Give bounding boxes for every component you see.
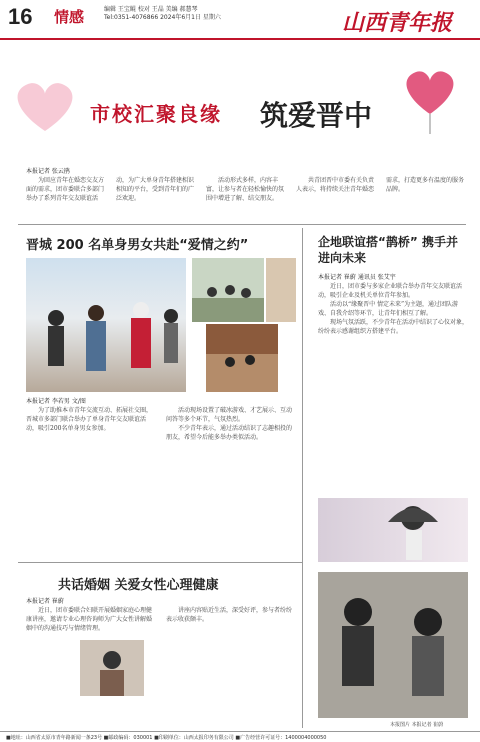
column-divider xyxy=(302,228,303,728)
divider xyxy=(18,562,302,563)
photo-group-activity xyxy=(192,258,264,322)
article3-title: 共话婚姻 关爱女性心理健康 xyxy=(58,578,219,593)
paragraph: 活动现场设置了破冰游戏、才艺展示、互动问答等多个环节，气氛热烈。 xyxy=(166,407,293,423)
editor-info xyxy=(104,6,221,22)
byline: 本报记者 李若男 文/图 xyxy=(26,398,86,405)
stage-photo-icon xyxy=(206,324,278,392)
photo-couple xyxy=(266,258,296,322)
article2-body xyxy=(318,282,468,492)
article3-body xyxy=(26,606,296,724)
paragraph: 为回应青年在婚恋交友方面的需求，团市委联合多部门举办了系列青年交友联谊活动，为广大单身青年搭建相识相知的平台，受到青年们的广泛欢迎。 xyxy=(26,177,195,202)
byline: 本报记者 崔蔚 xyxy=(26,598,64,605)
photo-speed-dating xyxy=(26,258,186,392)
paragraph: 共青团晋中市委有关负责人表示，将持续关注青年婚恋需求，打造更多有温度的服务品牌。 xyxy=(296,177,465,193)
article1-body xyxy=(26,406,296,518)
article2-title: 企地联谊搭“鹊桥” 携手并进向未来 xyxy=(318,235,458,265)
byline: 本报记者 张云鹃 xyxy=(26,168,70,175)
paragraph: 现场气氛活跃，不少青年在活动中结识了心仪对象，纷纷表示感谢组织方搭建平台。 xyxy=(318,319,468,335)
photo-performance xyxy=(206,324,278,392)
paragraph: 近日，团市委联合妇联开展婚姻家庭心理健康讲座，邀请专业心理咨询师为广大女性讲解婚姻中的沟通技巧与情绪管理。 xyxy=(26,607,153,632)
group-photo-icon xyxy=(192,258,264,322)
photo-event-stage xyxy=(318,498,468,562)
divider xyxy=(18,224,466,225)
heart-icon xyxy=(10,76,80,136)
section-title: 情感 xyxy=(54,8,85,26)
heart-icon xyxy=(400,66,460,136)
banner-title-right: 筑爱晋中 xyxy=(260,99,373,132)
banner-title-left: 市校汇聚良缘 xyxy=(90,102,222,126)
paragraph: 为了助推本市青年交流互动、拓展社交圈，晋城市多部门联合举办了单身青年交友联谊活动，吸引200名单身男女参加。 xyxy=(26,407,153,432)
editor-line: 编辑 王宝鲲 校对 王晶 美编 郝慧琴 xyxy=(104,6,198,13)
photo-speakers xyxy=(318,572,468,718)
byline: 本报记者 崔蔚 通讯员 张艾宇 xyxy=(318,274,396,281)
photo-caption: 本报图片 本报记者 崔蔚 xyxy=(390,722,444,728)
paragraph: 不少青年表示，通过活动结识了志趣相投的朋友，希望今后能多举办类似活动。 xyxy=(166,425,293,441)
date-line: Tel:0351-4076866 2024年6月1日 星期六 xyxy=(104,14,221,21)
paragraph: 活动形式多样，内容丰富，让参与者在轻松愉快的氛围中增进了解、结交朋友。 xyxy=(206,177,285,202)
event-photo-icon xyxy=(318,498,468,562)
article1-title: 晋城 200 名单身男女共赴“爱情之约” xyxy=(26,238,249,253)
paragraph: 近日，团市委与多家企业联合举办青年交友联谊活动，吸引企业及机关单位青年参加。 xyxy=(318,283,463,299)
lecture-photo-icon xyxy=(80,640,144,696)
headline-banner xyxy=(40,80,460,142)
paragraph: 活动以“缘聚晋中 情定未来”为主题，通过团队游戏、自我介绍等环节，让青年们相互了解。 xyxy=(318,301,459,317)
speakers-photo-icon xyxy=(318,572,468,718)
masthead xyxy=(0,0,480,40)
page-number: 16 xyxy=(8,4,33,29)
footer: ■地址：山西省太原市青年路新闻一条23号 ■邮政编码：030001 ■印刷单位：山西太报印务有限公司 ■广告经营许可证号：1400004000050 xyxy=(0,731,480,742)
photo-lecture xyxy=(80,640,144,696)
people-photo-icon xyxy=(26,258,186,392)
newspaper-logo: 山西青年报 xyxy=(341,10,452,36)
paragraph: 讲座内容贴近生活，深受好评，参与者纷纷表示收获颇丰。 xyxy=(166,607,293,623)
